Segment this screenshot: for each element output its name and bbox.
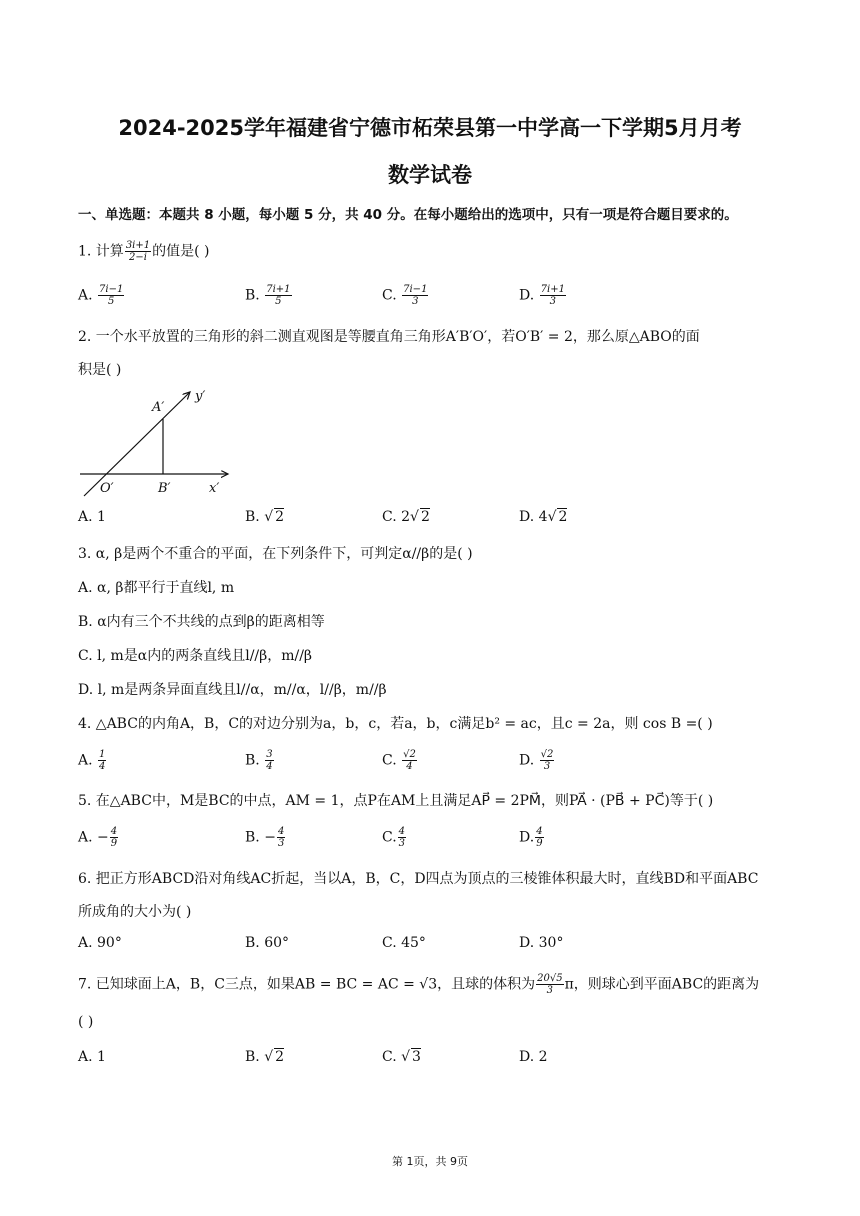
q6-option-d: D. 30°	[519, 935, 564, 951]
q1-option-b: B. $\frac{7i+1}{5}$	[245, 284, 291, 307]
q1-option-d: D. $\frac{7i+1}{3}$	[519, 284, 565, 307]
q1-prefix: 1. 计算	[78, 243, 124, 260]
q2-oblique-triangle-figure	[78, 384, 238, 500]
q1-option-a: A. $\frac{7i-1}{5}$	[78, 284, 124, 307]
exam-title-line2: 数学试卷	[388, 163, 472, 187]
q6-option-c: C. 45°	[382, 935, 426, 951]
q4-option-b: B. $\frac{3}{4}$	[245, 749, 273, 772]
q4-stem: 4. △ABC的内角A，B，C的对边分别为a，b，c，若a，b，c满足b² = ac，且c = 2a，则 cos B =( )	[78, 716, 713, 732]
q7-stem-line1: 7. 已知球面上A，B，C三点，如果AB = BC = AC = √3，且球的体积为 $\frac{20√5}{3}$ π，则球心到平面ABC的距离为	[78, 973, 760, 996]
q2-stem-line1: 2. 一个水平放置的三角形的斜二测直观图是等腰直角三角形A′B′O′，若O′B′ = 2，那么原△ABO的面	[78, 329, 700, 345]
q6-option-a: A. 90°	[78, 935, 122, 951]
q6-stem-line1: 6. 把正方形ABCD沿对角线AC折起，当以A，B，C，D四点为顶点的三棱锥体积最大时，直线BD和平面ABC	[78, 871, 759, 887]
q3-option-c: C. l, m是α内的两条直线且l//β，m//β	[78, 648, 313, 664]
q2-option-a: A. 1	[78, 509, 106, 525]
q5-option-c: C. $\frac{4}{3}$	[382, 826, 406, 849]
q7-option-b: B. √ 2	[245, 1049, 285, 1065]
q7-option-d: D. 2	[519, 1049, 548, 1065]
question-1	[78, 240, 210, 263]
q3-stem: 3. α, β是两个不重合的平面，在下列条件下，可判定α//β的是( )	[78, 546, 473, 562]
page-footer: 第 1页，共 9页	[392, 1155, 468, 1168]
q5-option-b: B. − $\frac{4}{3}$	[245, 826, 285, 849]
q2-option-b: B. √ 2	[245, 509, 285, 525]
q3-option-d: D. l, m是两条异面直线且l//α，m//α，l//β，m//β	[78, 682, 387, 698]
q7-volume-fraction: $\frac{20√5}{3}$	[537, 973, 563, 996]
q7-option-a: A. 1	[78, 1049, 106, 1065]
q2-stem-line2: 积是( )	[78, 362, 122, 378]
q7-stem-line2: ( )	[78, 1014, 94, 1030]
q4-option-c: C. $\frac{√2}{4}$	[382, 749, 416, 772]
q2-option-c: C. 2√ 2	[382, 509, 430, 525]
q4-option-d: D. $\frac{√2}{3}$	[519, 749, 554, 772]
q3-option-a: A. α, β都平行于直线l, m	[78, 580, 235, 596]
q1-suffix: 的值是( )	[152, 243, 210, 260]
q7-option-c: C. √ 3	[382, 1049, 421, 1065]
label-b: B′	[158, 481, 171, 496]
q6-stem-line2: 所成角的大小为( )	[78, 904, 192, 920]
label-y: y′	[195, 389, 206, 404]
label-x: x′	[209, 481, 220, 496]
q2-option-d: D. 4√ 2	[519, 509, 568, 525]
q1-option-c: C. $\frac{7i-1}{3}$	[382, 284, 428, 307]
section-heading: 一、单选题：本题共 8 小题，每小题 5 分，共 40 分。在每小题给出的选项中，只有一项是符合题目要求的。	[78, 207, 738, 223]
exam-title-line1: 2024-2025学年福建省宁德市柘荣县第一中学高一下学期5月月考	[118, 116, 742, 140]
label-o: O′	[100, 481, 114, 496]
q5-option-a: A. − $\frac{4}{9}$	[78, 826, 118, 849]
q1-fraction: $\frac{3i+1}{2-i}$	[125, 240, 151, 263]
q3-option-b: B. α内有三个不共线的点到β的距离相等	[78, 614, 325, 630]
label-a: A′	[152, 400, 165, 415]
q5-option-d: D. $\frac{4}{9}$	[519, 826, 543, 849]
q4-option-a: A. $\frac{1}{4}$	[78, 749, 106, 772]
q6-option-b: B. 60°	[245, 935, 290, 951]
q5-stem: 5. 在△ABC中，M是BC的中点，AM = 1，点P在AM上且满足AP⃗ = 2PM⃗，则PA⃗ · (PB⃗ + PC⃗)等于( )	[78, 793, 714, 809]
